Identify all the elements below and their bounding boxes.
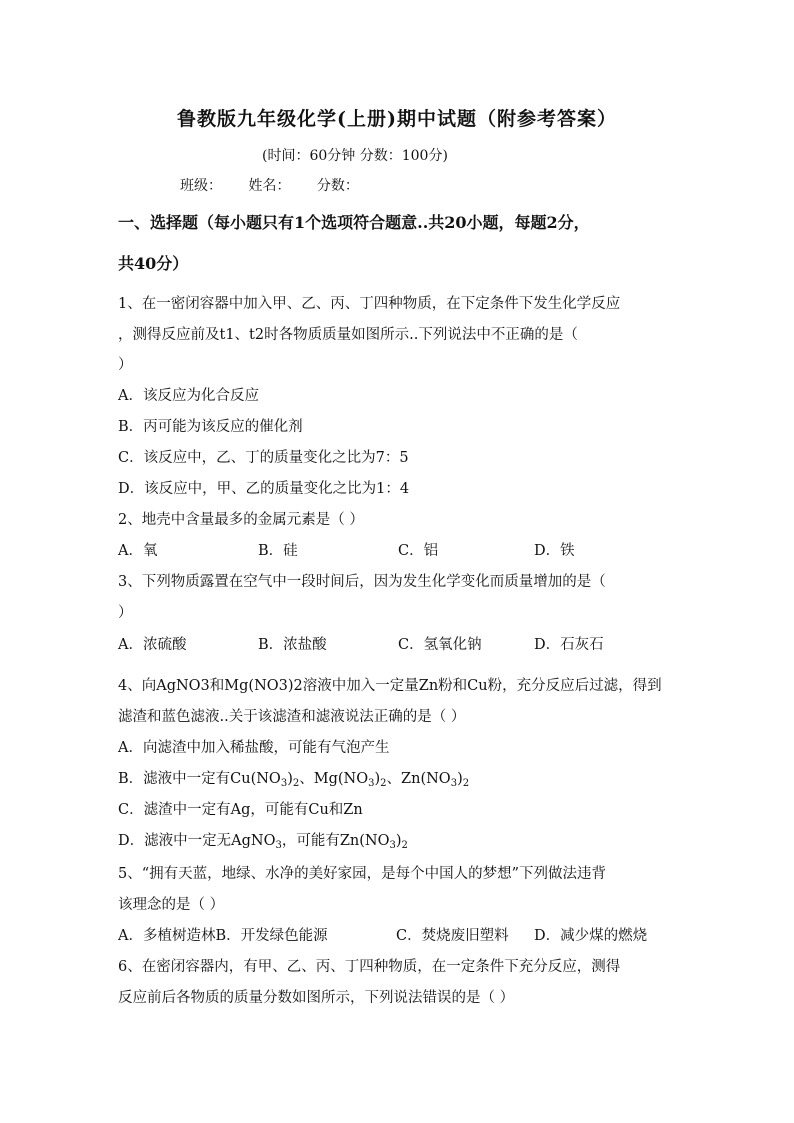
exam-time-score: (时间：60分钟 分数：100分)	[262, 148, 448, 164]
q5-option-c: C．焚烧废旧塑料	[396, 928, 509, 944]
q3-option-b: B．浓盐酸	[258, 637, 327, 653]
student-info-line	[180, 175, 381, 195]
q1-option-c: C．该反应中，乙、丁的质量变化之比为7：5	[118, 450, 409, 466]
q4-stem-line1: 4、向AgNO3和Mg(NO3)2溶液中加入一定量Zn粉和Cu粉，充分反应后过滤，得到	[118, 678, 662, 694]
q4-option-b: B．滤液中一定有$Cu(NO_3)_2$、$Mg(NO_3)_2$、$Zn(NO_3)_2$	[118, 771, 470, 789]
q3-options	[118, 633, 604, 654]
q3-stem-line2: ）	[118, 605, 133, 621]
section-title-line2: 共40分）	[118, 254, 189, 273]
q1-stem-line2: ，测得反应前及t1、t2时各物质质量如图所示..下列说法中不正确的是（	[118, 327, 578, 343]
q2-option-c: C．铝	[398, 543, 439, 559]
q5-option-d: D．减少煤的燃烧	[534, 928, 648, 944]
q1-stem-line1: 1、在一密闭容器中加入甲、乙、丙、丁四种物质，在下定条件下发生化学反应	[118, 296, 621, 312]
q1-option-d: D．该反应中，甲、乙的质量变化之比为1：4	[118, 481, 410, 497]
q2-option-d: D．铁	[534, 543, 575, 559]
q5-stem-line1: 5、“拥有天蓝，地绿、水净的美好家园，是每个中国人的梦想”下列做法违背	[118, 866, 607, 882]
q6-stem-line1: 6、在密闭容器内，有甲、乙、丙、丁四种物质，在一定条件下充分反应，测得	[118, 959, 621, 975]
q3-option-c: C．氢氧化钠	[398, 637, 482, 653]
q5-options	[118, 924, 647, 945]
q5-stem-line2: 该理念的是（ ）	[118, 897, 225, 913]
q2-option-b: B．硅	[258, 543, 298, 559]
q4-option-a: A．向滤渣中加入稀盐酸，可能有气泡产生	[118, 740, 390, 756]
q4-option-c: C．滤渣中一定有Ag，可能有Cu和Zn	[118, 802, 363, 818]
name-label: 姓名：	[248, 178, 291, 194]
q3-option-d: D．石灰石	[534, 637, 604, 653]
q4-stem-line2: 滤渣和蓝色滤液..关于该滤渣和滤液说法正确的是（ ）	[118, 709, 466, 725]
q1-stem-line3: ）	[118, 357, 133, 373]
q1-option-b: B．丙可能为该反应的催化剂	[118, 419, 303, 435]
class-label: 班级：	[180, 178, 222, 194]
q1-option-a: A．该反应为化合反应	[118, 388, 259, 404]
q6-stem-line2: 反应前后各物质的质量分数如图所示，下列说法错误的是（ ）	[118, 990, 515, 1006]
section-title-line1: 一、选择题（每小题只有1个选项符合题意..共20小题，每题2分，	[118, 213, 590, 232]
q3-stem-line1: 3、下列物质露置在空气中一段时间后，因为发生化学变化而质量增加的是（	[118, 574, 606, 590]
q4-option-d: D．滤液中一定无AgNO$_3$，可能有$Zn(NO_3)_2$	[118, 833, 408, 851]
q3-option-a: A．浓硫酸	[118, 637, 187, 653]
page-title: 鲁教版九年级化学(上册)期中试题（附参考答案）	[177, 108, 617, 130]
q2-options	[118, 539, 575, 560]
score-label: 分数：	[316, 178, 359, 194]
q2-option-a: A．氧	[118, 543, 158, 559]
q5-option-ab: A．多植树造林B．开发绿色能源	[118, 928, 328, 944]
q2-stem: 2、地壳中含量最多的金属元素是（ ）	[118, 512, 364, 528]
